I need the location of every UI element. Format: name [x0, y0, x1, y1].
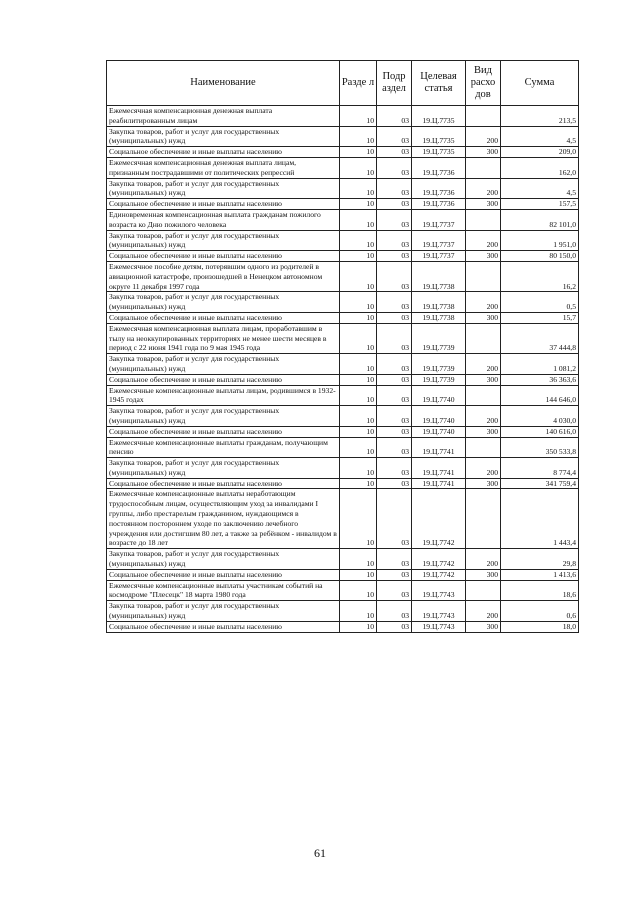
cell-vid-rashodov: [466, 437, 501, 458]
cell-name: Ежемесячная компенсационная денежная выплата реабилитированным лицам: [107, 106, 340, 127]
cell-summa: 82 101,0: [501, 209, 579, 230]
header-name: Наименование: [107, 61, 340, 106]
cell-celevaya-statya: 19.Ц.7739: [412, 323, 466, 353]
cell-summa: 209,0: [501, 147, 579, 158]
header-celevaya-statya: Целевая статья: [412, 61, 466, 106]
cell-name: Ежемесячные компенсационные выплаты лицам, родившимся в 1932-1945 годах: [107, 385, 340, 406]
cell-podrazdel: 03: [377, 106, 412, 127]
cell-celevaya-statya: 19.Ц.7737: [412, 251, 466, 262]
cell-celevaya-statya: 19.Ц.7740: [412, 426, 466, 437]
cell-summa: 1 951,0: [501, 230, 579, 251]
cell-summa: 8 774,4: [501, 458, 579, 479]
cell-celevaya-statya: 19.Ц.7738: [412, 261, 466, 291]
table-row: [107, 261, 579, 291]
cell-summa: 4 030,0: [501, 406, 579, 427]
cell-vid-rashodov: 300: [466, 374, 501, 385]
cell-celevaya-statya: 19.Ц.7743: [412, 601, 466, 622]
cell-podrazdel: 03: [377, 178, 412, 199]
cell-name: Закупка товаров, работ и услуг для государственных (муниципальных) нужд: [107, 458, 340, 479]
cell-podrazdel: 03: [377, 406, 412, 427]
table-row: [107, 549, 579, 570]
table-row: [107, 489, 579, 549]
cell-summa: 18,0: [501, 621, 579, 632]
header-summa: Сумма: [501, 61, 579, 106]
cell-summa: 1 413,6: [501, 569, 579, 580]
cell-name: Социальное обеспечение и иные выплаты населению: [107, 621, 340, 632]
cell-podrazdel: 03: [377, 580, 412, 601]
cell-name: Социальное обеспечение и иные выплаты населению: [107, 251, 340, 262]
cell-razdel: 10: [340, 385, 377, 406]
cell-celevaya-statya: 19.Ц.7742: [412, 489, 466, 549]
table-row: [107, 426, 579, 437]
cell-name: Ежемесячная компенсационная выплата лицам, проработавшим в тылу на неоккупированных территориях не менее шести месяцев в период с 22 июня 1941 года по 9 мая 1945 года: [107, 323, 340, 353]
cell-summa: 213,5: [501, 106, 579, 127]
cell-summa: 350 533,8: [501, 437, 579, 458]
cell-celevaya-statya: 19.Ц.7742: [412, 549, 466, 570]
table-row: [107, 385, 579, 406]
cell-celevaya-statya: 19.Ц.7737: [412, 209, 466, 230]
cell-vid-rashodov: [466, 385, 501, 406]
cell-vid-rashodov: 200: [466, 178, 501, 199]
table-row: [107, 374, 579, 385]
table-row: [107, 157, 579, 178]
cell-podrazdel: 03: [377, 323, 412, 353]
cell-celevaya-statya: 19.Ц.7736: [412, 157, 466, 178]
table-row: [107, 230, 579, 251]
table-row: [107, 178, 579, 199]
cell-vid-rashodov: 200: [466, 230, 501, 251]
cell-razdel: 10: [340, 251, 377, 262]
cell-razdel: 10: [340, 580, 377, 601]
cell-vid-rashodov: 300: [466, 426, 501, 437]
cell-summa: 18,6: [501, 580, 579, 601]
cell-podrazdel: 03: [377, 251, 412, 262]
cell-summa: 15,7: [501, 312, 579, 323]
cell-name: Социальное обеспечение и иные выплаты населению: [107, 426, 340, 437]
table-row: [107, 106, 579, 127]
cell-name: Закупка товаров, работ и услуг для государственных (муниципальных) нужд: [107, 126, 340, 147]
cell-vid-rashodov: [466, 106, 501, 127]
cell-summa: 0,5: [501, 292, 579, 313]
table-row: [107, 323, 579, 353]
cell-razdel: 10: [340, 157, 377, 178]
table-row: [107, 458, 579, 479]
cell-podrazdel: 03: [377, 292, 412, 313]
cell-vid-rashodov: [466, 580, 501, 601]
cell-vid-rashodov: [466, 489, 501, 549]
cell-name: Закупка товаров, работ и услуг для государственных (муниципальных) нужд: [107, 230, 340, 251]
cell-podrazdel: 03: [377, 478, 412, 489]
cell-podrazdel: 03: [377, 385, 412, 406]
table-row: [107, 437, 579, 458]
cell-summa: 144 646,0: [501, 385, 579, 406]
table-row: [107, 292, 579, 313]
cell-summa: 1 081,2: [501, 354, 579, 375]
cell-razdel: 10: [340, 209, 377, 230]
table-row: [107, 601, 579, 622]
cell-celevaya-statya: 19.Ц.7738: [412, 292, 466, 313]
cell-celevaya-statya: 19.Ц.7739: [412, 354, 466, 375]
cell-podrazdel: 03: [377, 489, 412, 549]
cell-name: Закупка товаров, работ и услуг для государственных (муниципальных) нужд: [107, 354, 340, 375]
cell-summa: 341 759,4: [501, 478, 579, 489]
cell-razdel: 10: [340, 323, 377, 353]
cell-name: Ежемесячные компенсационные выплаты гражданам, получающим пенсию: [107, 437, 340, 458]
cell-name: Ежемесячная компенсационная денежная выплата лицам, признанным пострадавшими от политических репрессий: [107, 157, 340, 178]
cell-vid-rashodov: 300: [466, 147, 501, 158]
cell-celevaya-statya: 19.Ц.7741: [412, 437, 466, 458]
cell-razdel: 10: [340, 354, 377, 375]
cell-podrazdel: 03: [377, 621, 412, 632]
cell-razdel: 10: [340, 374, 377, 385]
cell-summa: 80 150,0: [501, 251, 579, 262]
cell-celevaya-statya: 19.Ц.7738: [412, 312, 466, 323]
cell-razdel: 10: [340, 406, 377, 427]
cell-name: Закупка товаров, работ и услуг для государственных (муниципальных) нужд: [107, 178, 340, 199]
cell-razdel: 10: [340, 426, 377, 437]
cell-podrazdel: 03: [377, 437, 412, 458]
cell-name: Социальное обеспечение и иные выплаты населению: [107, 199, 340, 210]
cell-podrazdel: 03: [377, 126, 412, 147]
cell-razdel: 10: [340, 292, 377, 313]
cell-summa: 0,6: [501, 601, 579, 622]
cell-podrazdel: 03: [377, 601, 412, 622]
cell-razdel: 10: [340, 230, 377, 251]
cell-vid-rashodov: 200: [466, 549, 501, 570]
table-row: [107, 251, 579, 262]
cell-summa: 16,2: [501, 261, 579, 291]
cell-razdel: 10: [340, 569, 377, 580]
cell-razdel: 10: [340, 147, 377, 158]
table-row: [107, 621, 579, 632]
cell-celevaya-statya: 19.Ц.7740: [412, 385, 466, 406]
cell-summa: 157,5: [501, 199, 579, 210]
header-razdel: Разде л: [340, 61, 377, 106]
cell-razdel: 10: [340, 601, 377, 622]
cell-name: Социальное обеспечение и иные выплаты населению: [107, 312, 340, 323]
cell-summa: 29,8: [501, 549, 579, 570]
cell-vid-rashodov: [466, 323, 501, 353]
cell-podrazdel: 03: [377, 374, 412, 385]
cell-summa: 4,5: [501, 178, 579, 199]
cell-celevaya-statya: 19.Ц.7739: [412, 374, 466, 385]
cell-name: Социальное обеспечение и иные выплаты населению: [107, 478, 340, 489]
table-row: [107, 126, 579, 147]
cell-celevaya-statya: 19.Ц.7740: [412, 406, 466, 427]
cell-razdel: 10: [340, 549, 377, 570]
cell-podrazdel: 03: [377, 312, 412, 323]
cell-vid-rashodov: [466, 209, 501, 230]
cell-vid-rashodov: 300: [466, 199, 501, 210]
page-number: 61: [314, 846, 326, 860]
cell-summa: 162,0: [501, 157, 579, 178]
cell-podrazdel: 03: [377, 157, 412, 178]
cell-celevaya-statya: 19.Ц.7741: [412, 458, 466, 479]
table-row: [107, 406, 579, 427]
cell-vid-rashodov: 200: [466, 458, 501, 479]
cell-razdel: 10: [340, 261, 377, 291]
cell-celevaya-statya: 19.Ц.7735: [412, 147, 466, 158]
cell-name: Закупка товаров, работ и услуг для государственных (муниципальных) нужд: [107, 406, 340, 427]
table-row: [107, 569, 579, 580]
budget-table: [106, 60, 579, 633]
cell-name: Закупка товаров, работ и услуг для государственных (муниципальных) нужд: [107, 601, 340, 622]
cell-celevaya-statya: 19.Ц.7736: [412, 178, 466, 199]
cell-razdel: 10: [340, 199, 377, 210]
cell-razdel: 10: [340, 437, 377, 458]
cell-name: Ежемесячные компенсационные выплаты участникам событий на космодроме "Плесецк" 18 марта 1980 года: [107, 580, 340, 601]
cell-podrazdel: 03: [377, 209, 412, 230]
cell-razdel: 10: [340, 489, 377, 549]
cell-vid-rashodov: 300: [466, 621, 501, 632]
cell-name: Закупка товаров, работ и услуг для государственных (муниципальных) нужд: [107, 292, 340, 313]
cell-podrazdel: 03: [377, 230, 412, 251]
cell-podrazdel: 03: [377, 549, 412, 570]
cell-podrazdel: 03: [377, 199, 412, 210]
cell-name: Закупка товаров, работ и услуг для государственных (муниципальных) нужд: [107, 549, 340, 570]
cell-celevaya-statya: 19.Ц.7735: [412, 126, 466, 147]
cell-razdel: 10: [340, 458, 377, 479]
cell-vid-rashodov: 300: [466, 251, 501, 262]
header-vid-rashodov: Вид расхо дов: [466, 61, 501, 106]
cell-vid-rashodov: 200: [466, 126, 501, 147]
cell-razdel: 10: [340, 478, 377, 489]
cell-razdel: 10: [340, 178, 377, 199]
table-row: [107, 199, 579, 210]
cell-summa: 4,5: [501, 126, 579, 147]
cell-razdel: 10: [340, 312, 377, 323]
table-row: [107, 478, 579, 489]
cell-vid-rashodov: 200: [466, 292, 501, 313]
cell-vid-rashodov: 300: [466, 478, 501, 489]
cell-podrazdel: 03: [377, 261, 412, 291]
table-row: [107, 312, 579, 323]
cell-podrazdel: 03: [377, 569, 412, 580]
cell-celevaya-statya: 19.Ц.7743: [412, 580, 466, 601]
cell-podrazdel: 03: [377, 354, 412, 375]
table-row: [107, 147, 579, 158]
table-row: [107, 580, 579, 601]
cell-razdel: 10: [340, 106, 377, 127]
cell-name: Социальное обеспечение и иные выплаты населению: [107, 374, 340, 385]
cell-vid-rashodov: 300: [466, 312, 501, 323]
cell-vid-rashodov: 200: [466, 406, 501, 427]
cell-celevaya-statya: 19.Ц.7737: [412, 230, 466, 251]
header-podrazdel: Подр аздел: [377, 61, 412, 106]
cell-podrazdel: 03: [377, 147, 412, 158]
cell-razdel: 10: [340, 621, 377, 632]
cell-name: Ежемесячное пособие детям, потерявшим одного из родителей в авиационной катастрофе, произошедшей в Ненецком автономном округе 11 декабря 1997 года: [107, 261, 340, 291]
table-row: [107, 354, 579, 375]
table-row: [107, 209, 579, 230]
cell-name: Социальное обеспечение и иные выплаты населению: [107, 569, 340, 580]
cell-summa: 37 444,8: [501, 323, 579, 353]
cell-razdel: 10: [340, 126, 377, 147]
cell-vid-rashodov: 200: [466, 354, 501, 375]
cell-name: Единовременная компенсационная выплата гражданам пожилого возраста ко Дню пожилого человека: [107, 209, 340, 230]
cell-name: Социальное обеспечение и иные выплаты населению: [107, 147, 340, 158]
cell-celevaya-statya: 19.Ц.7743: [412, 621, 466, 632]
cell-celevaya-statya: 19.Ц.7735: [412, 106, 466, 127]
cell-summa: 140 616,0: [501, 426, 579, 437]
cell-summa: 1 443,4: [501, 489, 579, 549]
cell-celevaya-statya: 19.Ц.7741: [412, 478, 466, 489]
cell-vid-rashodov: 300: [466, 569, 501, 580]
cell-vid-rashodov: [466, 261, 501, 291]
cell-podrazdel: 03: [377, 458, 412, 479]
cell-vid-rashodov: [466, 157, 501, 178]
cell-podrazdel: 03: [377, 426, 412, 437]
cell-summa: 36 363,6: [501, 374, 579, 385]
cell-name: Ежемесячные компенсационные выплаты неработающим трудоспособным лицам, осуществляющим уход за инвалидами I группы, либо престарелым гражданином, нуждающимся в постоянном постороннем уходе по заключению лечебного учреждения или достигшим 80 лет, а также за ребёнком - инвалидом в возрасте до 18 лет: [107, 489, 340, 549]
cell-vid-rashodov: 200: [466, 601, 501, 622]
cell-celevaya-statya: 19.Ц.7742: [412, 569, 466, 580]
cell-celevaya-statya: 19.Ц.7736: [412, 199, 466, 210]
table-header-row: [107, 61, 579, 106]
